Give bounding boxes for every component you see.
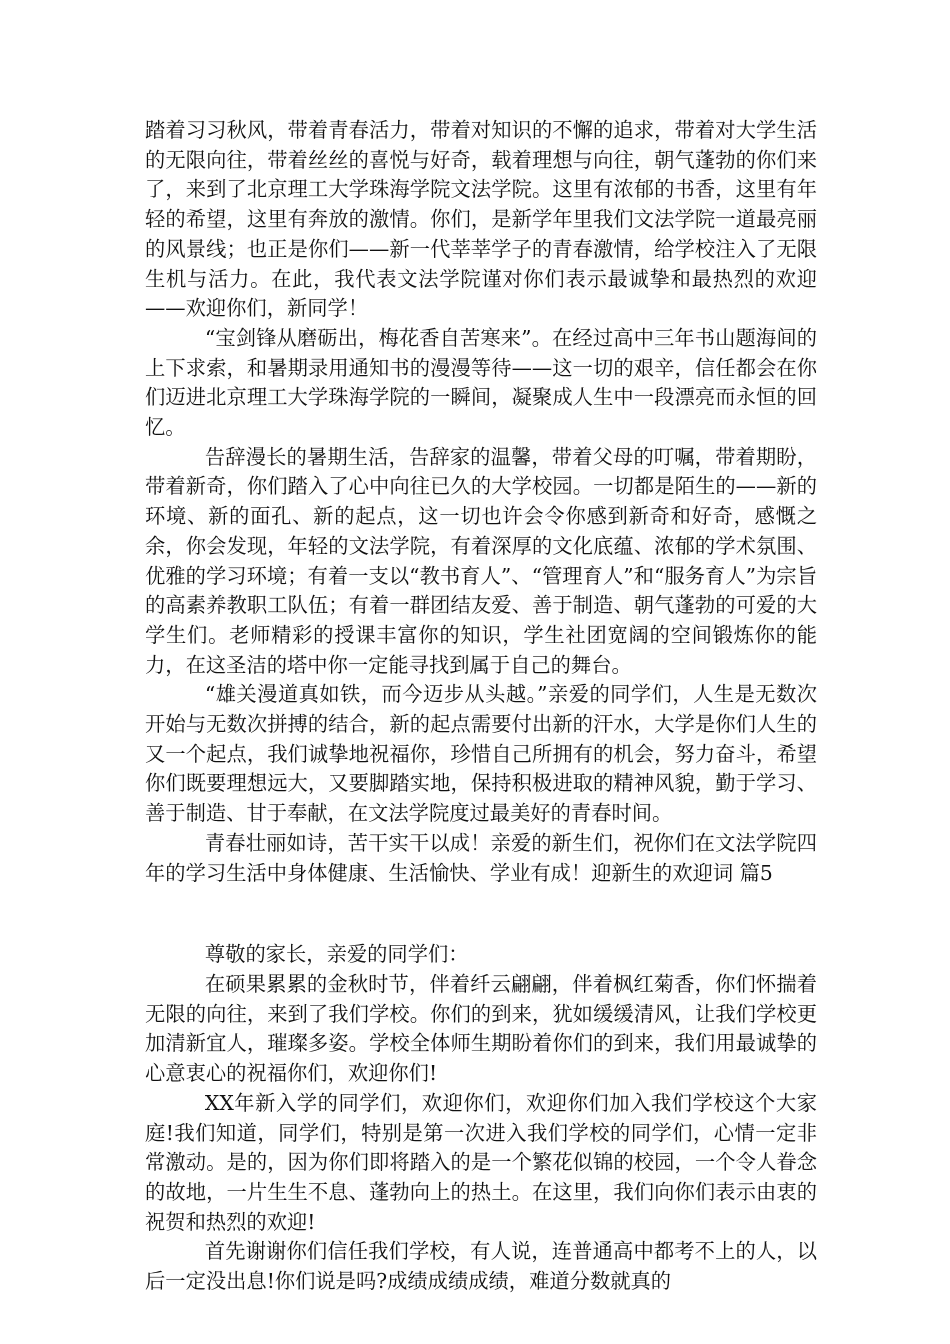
paragraph-sword-quote: “宝剑锋从磨砺出，梅花香自苦寒来”。在经过高中三年书山题海间的上下求索，和暑期录用通知书的漫漫等待——这一切的艰辛，信任都会在你们迈进北京理工大学珠海学院的一瞬间，凝聚成人生中一段漂亮而永恒的回忆。 [145,325,817,440]
paragraph-welcome-intro: 踏着习习秋风，带着青春活力，带着对知识的不懈的追求，带着对大学生活的无限向往，带着丝丝的喜悦与好奇，载着理想与向往，朝气蓬勃的你们来了，来到了北京理工大学珠海学院文法学院。这里有浓郁的书香，这里有年轻的希望，这里有奔放的激情。你们，是新学年里我们文法学院一道最亮丽的风景线；也正是你们——新一代莘莘学子的青春激情，给学校注入了无限生机与活力。在此，我代表文法学院谨对你们表示最诚挚和最热烈的欢迎——欢迎你们，新同学！ [145,118,817,321]
paragraph-thanks-trust: 首先谢谢你们信任我们学校，有人说，连普通高中都考不上的人，以后一定没出息!你们说是吗?成绩成绩成绩，难道分数就真的 [145,1239,817,1294]
paragraph-salutation: 尊敬的家长，亲爱的同学们： [204,942,469,967]
paragraph-farewell-summer: 告辞漫长的暑期生活，告辞家的温馨，带着父母的叮嘱，带着期盼，带着新奇，你们踏入了心中向往已久的大学校园。一切都是陌生的——新的环境、新的面孔、新的起点，这一切也许会令你感到新奇和好奇，感慨之余，你会发现，年轻的文法学院，有着深厚的文化底蕴、浓郁的学术氛围、优雅的学习环境；有着一支以“教书育人”、“管理育人”和“服务育人”为宗旨的高素养教职工队伍；有着一群团结友爱、善于制造、朝气蓬勃的可爱的大学生们。老师精彩的授课丰富你的知识，学生社团宽阔的空间锻炼你的能力，在这圣洁的塔中你一定能寻找到属于自己的舞台。 [145,444,817,677]
paragraph-autumn-welcome: 在硕果累累的金秋时节，伴着纤云翩翩，伴着枫红菊香，你们怀揣着无限的向往，来到了我们学校。你们的到来，犹如缓缓清风，让我们学校更加清新宜人，璀璨多姿。学校全体师生期盼着你们的到来，我们用最诚挚的心意衷心的祝福你们，欢迎你们! [145,971,817,1086]
paragraph-closing-wishes: 青春壮丽如诗，苦干实干以成！亲爱的新生们，祝你们在文法学院四年的学习生活中身体健康、生活愉快、学业有成！迎新生的欢迎词 篇5 [145,830,817,885]
document-page [145,116,817,1297]
paragraph-mountain-pass-quote: “雄关漫道真如铁，而今迈步从头越。”亲爱的同学们，人生是无数次开始与无数次拼搏的结合，新的起点需要付出新的汗水，大学是你们人生的又一个起点，我们诚挚地祝福你，珍惜自己所拥有的机会，努力奋斗，希望你们既要理想远大，又要脚踏实地，保持积极进取的精神风貌，勤于学习、善于制造、甘于奉献，在文法学院度过最美好的青春时间。 [145,682,817,826]
section-gap [145,888,817,940]
paragraph-new-students: XX年新入学的同学们，欢迎你们，欢迎你们加入我们学校这个大家庭!我们知道，同学们，特别是第一次进入我们学校的同学们，心情一定非常激动。是的，因为你们即将踏入的是一个繁花似锦的校园，一个令人眷念的故地，一片生生不息、蓬勃向上的热土。在这里，我们向你们表示由衷的祝贺和热烈的欢迎! [145,1090,817,1234]
